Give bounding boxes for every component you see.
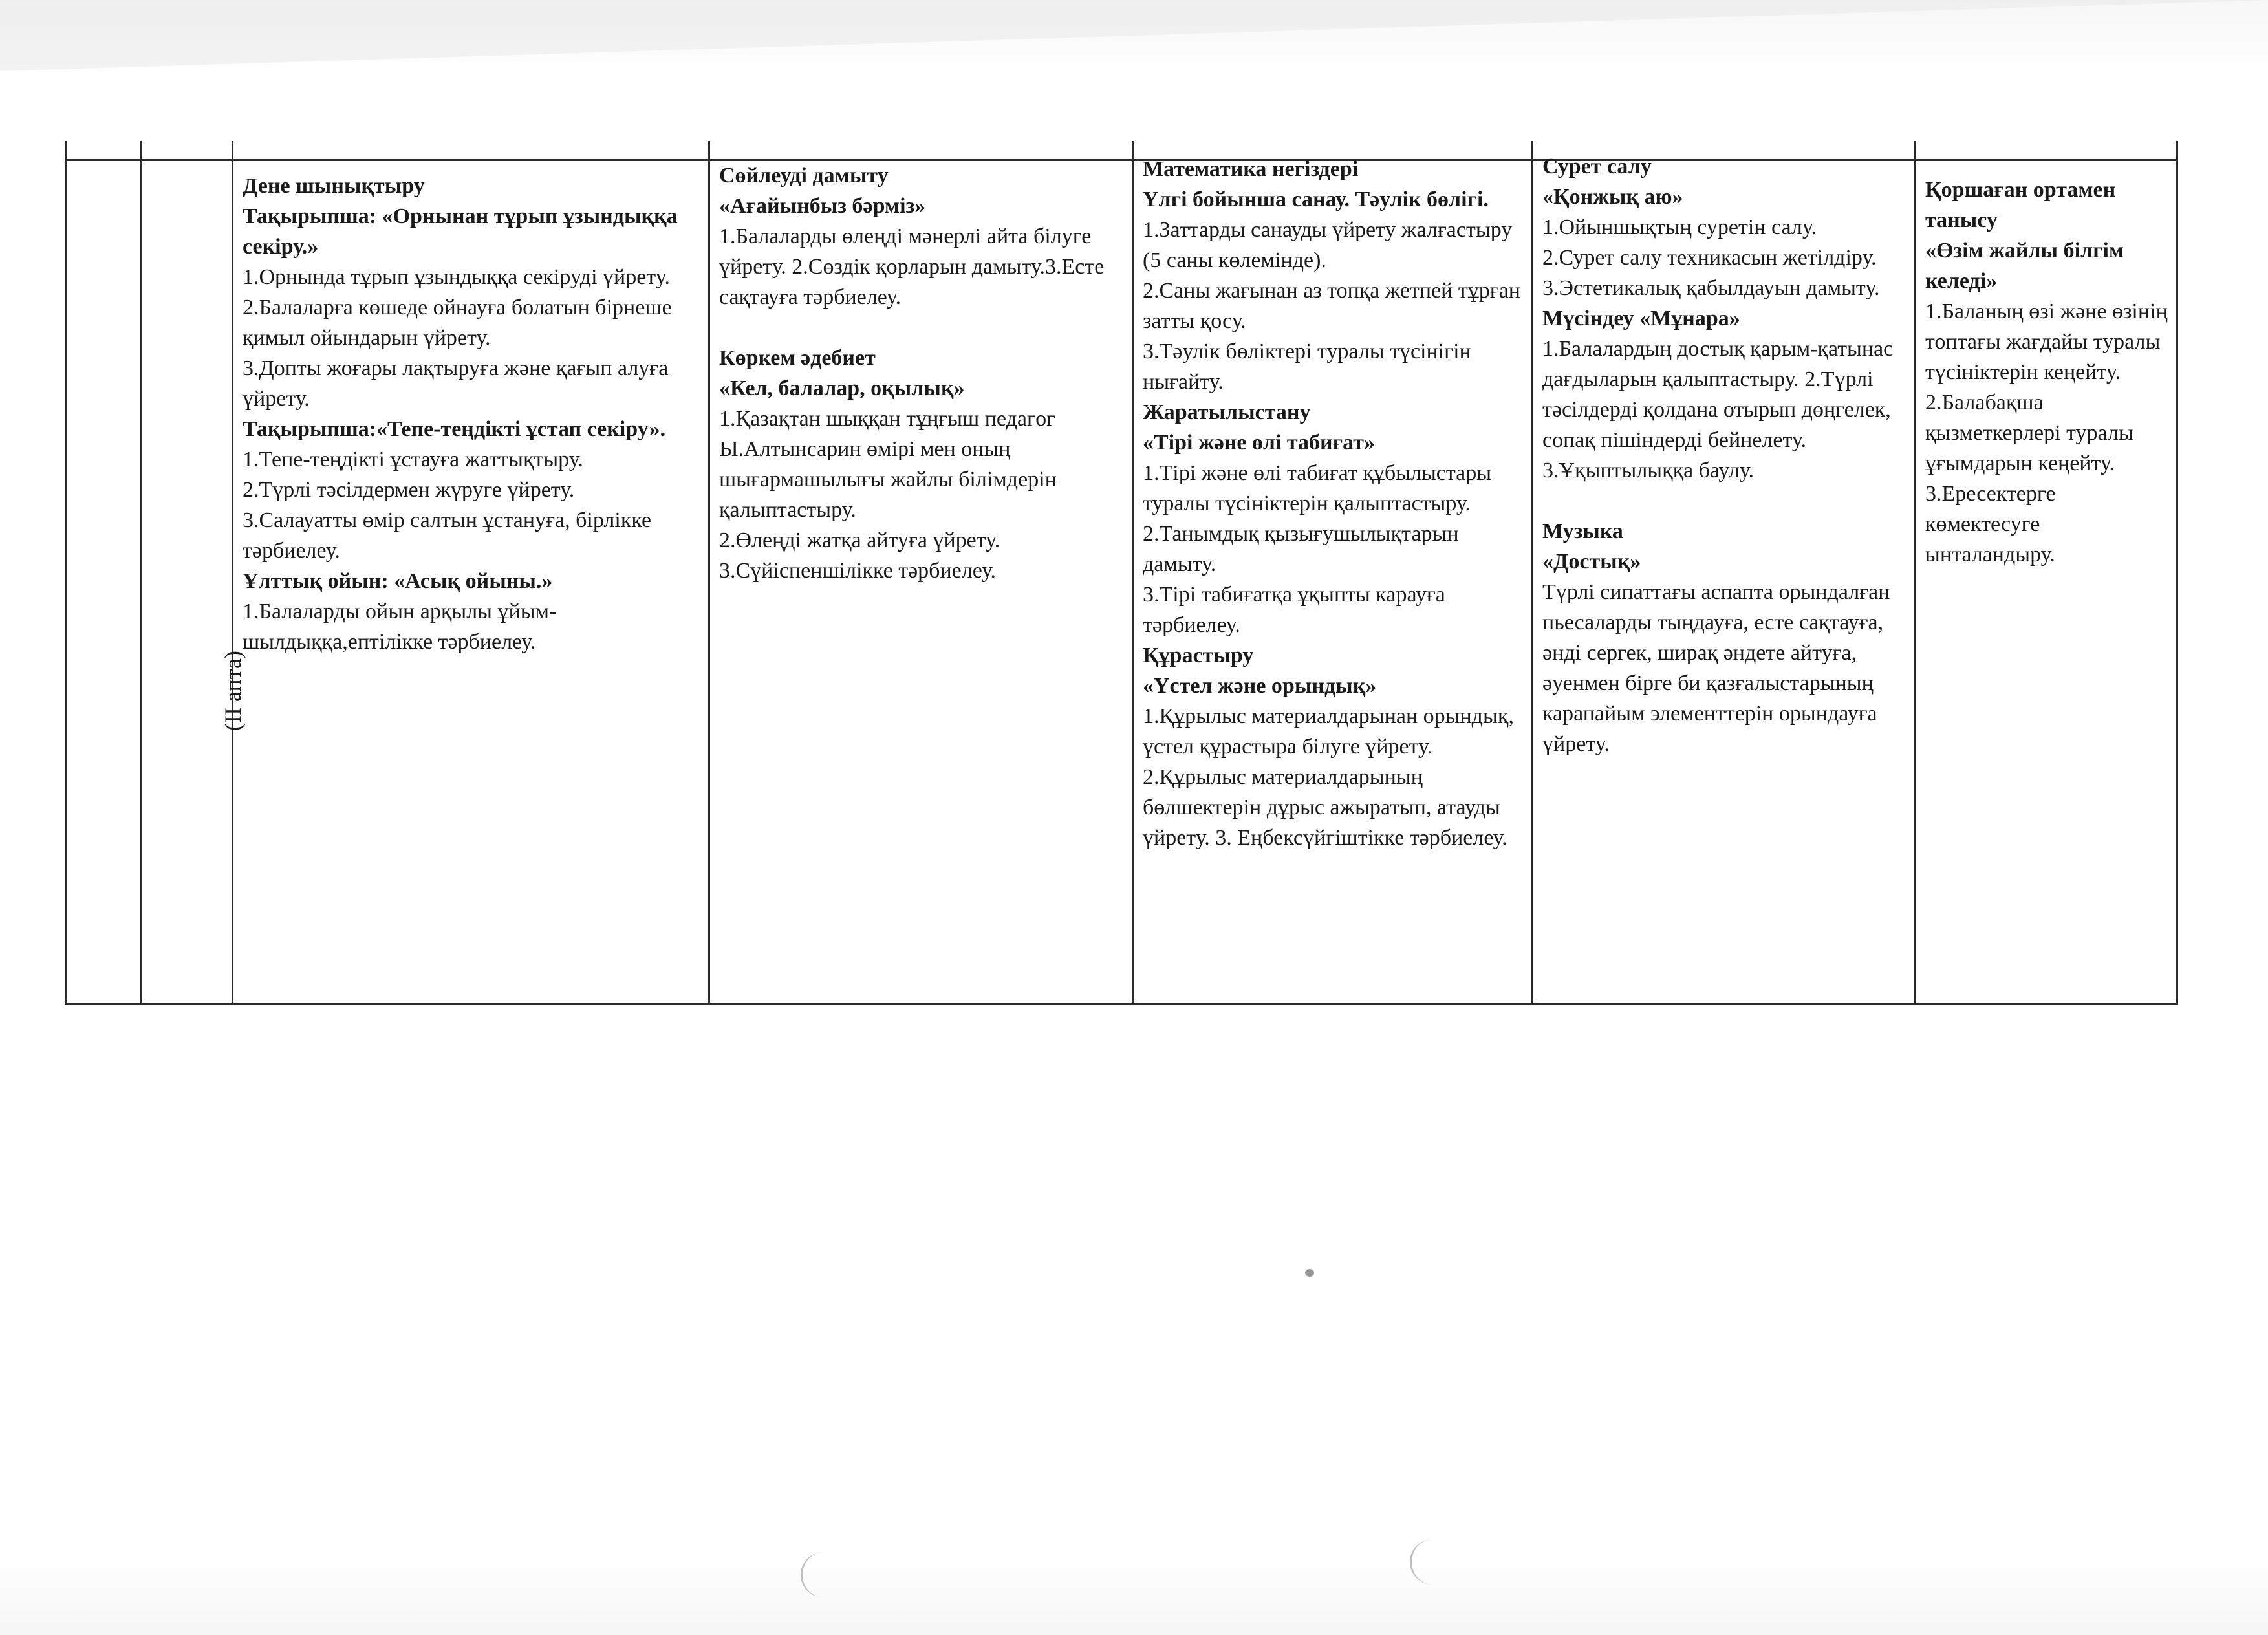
cell-speech-development [710,154,1132,592]
cell-heading: Тақырыпша: «Орнынан тұрып ұзындыққа секіру.» [243,204,678,259]
scan-speck [1305,1269,1314,1277]
cell-heading: Көркем әдебиет [719,346,876,370]
cell-text: 1.Заттарды санауды үйрету жалғастыру (5 саны көлемінде). [1143,218,1513,272]
cell-heading: Құрастыру [1143,644,1254,667]
column-divider [65,141,67,1005]
cell-text: 3.Салауатты өмір салтын ұстануға, бірлікке тәрбиелеу. [243,508,652,563]
cell-text: 3.Допты жоғары лақтыруға және қағып алуға үйрету. [243,356,669,411]
cell-heading: Үлгі бойынша санау. Тәулік бөлігі. [1143,188,1489,211]
cell-heading: Мүсіндеу «Мұнара» [1542,307,1740,330]
cell-heading: «Өзім жайлы білгім келеді» [1925,239,2124,293]
cell-text [719,312,1121,343]
cell-mathematics [1134,147,1531,860]
cell-heading: Жаратылыстану [1143,400,1311,424]
cell-text: 1.Тепе-теңдікті ұстауға жаттықтыру. [243,448,583,471]
cell-text: 2.Балабақша қызметкерлері туралы ұғымдарын кеңейту. [1925,391,2133,475]
weekly-plan-table [65,141,2178,1005]
cell-text: 1.Балалардың достық қарым-қатынас дағдыларын қалыптастыру. 2.Түрлі тәсілдерді қолдана отырып дөңгелек, сопақ пішіндерді бейнелету. 3.Ұқыптылыққа баулу. [1542,337,1894,482]
cell-text: 3.Ересектерге көмектесуге ынталандыру. [1925,482,2056,567]
cell-text: 3.Тірі табиғатқа ұқыпты карауға тәрбиелеу. [1143,583,1445,637]
cell-text [1542,486,1904,516]
cell-text: 2.Саны жағынан аз топқа жетпей тұрған затты қосу. [1143,279,1520,333]
cell-heading: «Ағайынбыз бәрміз» [719,194,926,218]
cell-heading: Математика негіздері [1143,157,1359,181]
cell-text: 2.Өлеңді жатқа айтуға үйрету. [719,528,1000,552]
cell-heading: Сөйлеуді дамыту [719,164,889,188]
cell-text: 1.Баланың өзі және өзінің топтағы жағдайы туралы түсініктерін кеңейту. [1925,299,2168,384]
cell-text: 1.Орнында тұрып ұзындыққа секіруді үйрету. [243,265,670,289]
cell-environment [1916,168,2178,576]
cell-heading: Тақырыпша:«Тепе-теңдікті ұстап секіру». [243,417,666,441]
cell-drawing-music [1533,145,1914,766]
week-label: (II апта) [220,651,246,731]
cell-text: 1.Құрылыс материалдарынан орындық, үстел құрастыра білуге үйрету. 2.Құрылыс материалдарының бөлшектерін дұрыс ажыратып, атауды үйрету. 3. Еңбексүйгіштікке тәрбиелеу. [1143,704,1514,850]
cell-text: 3.Тәулік бөліктері туралы түсінігін нығайту. [1143,340,1471,394]
cell-heading: Дене шынықтыру [243,174,425,198]
cell-text: 2.Түрлі тәсілдермен жүруге үйрету. [243,478,575,502]
cell-heading: «Үстел және орындық» [1143,674,1377,698]
cell-text: 1.Балаларды ойын арқылы ұйым-шылдыққа,ептілікке тәрбиелеу. [243,600,557,654]
cell-text: 1.Ойыншықтың суретін салу. [1542,215,1817,239]
cell-heading: «Достық» [1542,550,1641,574]
cell-heading: Қоршаған ортамен танысу [1925,178,2116,232]
cell-text: 1.Балаларды өлеңді мәнерлі айта білуге үйрету. 2.Сөздік қорларын дамыту.3.Есте сақтауға тәрбиелеу. [719,224,1105,309]
cell-heading: Музыка [1542,519,1623,543]
cell-text: 3.Сүйіспеншілікке тәрбиелеу. [719,559,997,583]
cell-text: 1.Тірі және өлі табиғат құбылыстары туралы түсініктерін қалыптастыру. [1143,461,1492,515]
cell-physical-education [233,164,708,664]
column-divider [140,141,142,1005]
cell-heading: Ұлттық ойын: «Асық ойыны.» [243,569,553,593]
cell-text: 1.Қазақтан шыққан тұңғыш педагог Ы.Алтынсарин өмірі мен оның шығармашылығы жайлы білімдерін қалыптастыру. [719,407,1057,522]
cell-text: 2.Балаларға көшеде ойнауға болатын бірнеше қимыл ойындарын үйрету. [243,296,672,350]
cell-text: 2.Сурет салу техникасын жетілдіру. 3.Эстетикалық қабылдауын дамыту. [1542,246,1880,300]
cell-text: 2.Танымдық қызығушылықтарын дамыту. [1143,522,1459,576]
cell-heading: «Қонжық аю» [1542,185,1683,209]
scan-shadow [0,0,2268,71]
cell-heading: «Кел, балалар, оқылық» [719,376,965,400]
cell-heading: Сурет салу [1542,155,1652,179]
cell-text: Түрлі сипаттағы аспапта орындалған пьесаларды тыңдауға, есте сақтауға, әнді сергек, ширақ әндете айтуға, әуенмен бірге би қазғалыстарының карапайым элементтерін орындауға үйрету. [1542,580,1890,756]
table-bottom-border [65,1003,2178,1005]
cell-heading: «Тірі және өлі табиғат» [1143,431,1375,455]
